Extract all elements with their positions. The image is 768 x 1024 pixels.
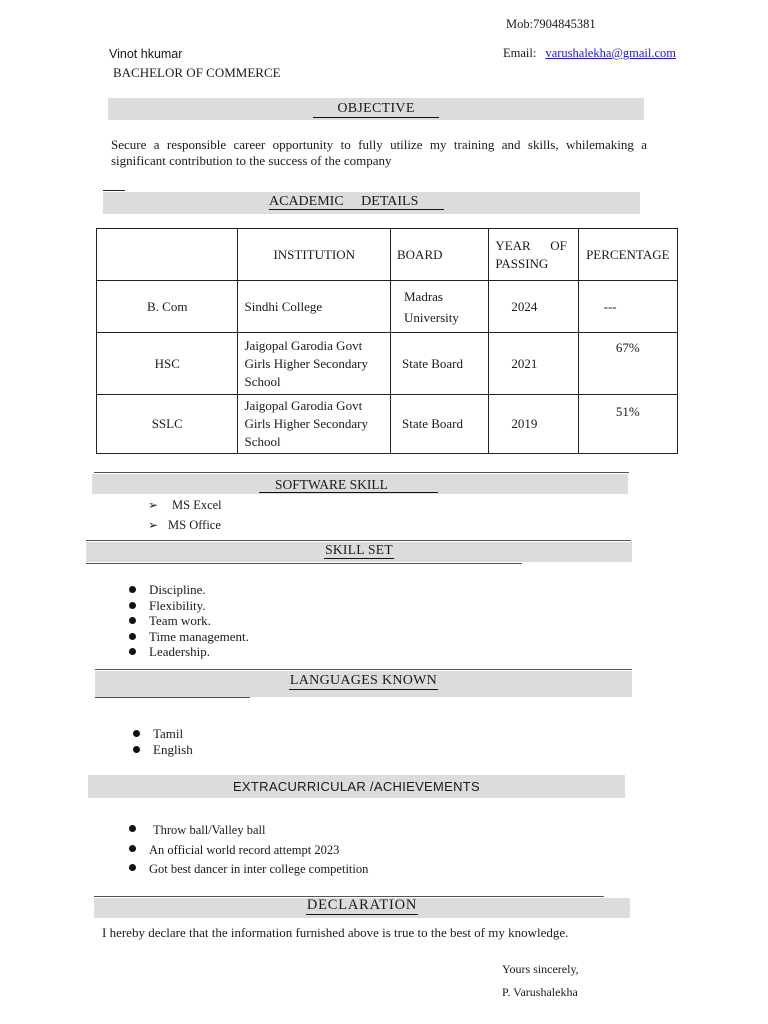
languages-heading: LANGUAGES KNOWN: [289, 673, 438, 688]
languages-list: [133, 726, 193, 757]
table-row: [97, 333, 678, 395]
divider: [95, 669, 632, 670]
table-cell: Jaigopal Garodia Govt Girls Higher Secondary School: [238, 395, 391, 454]
table-header: BOARD: [391, 229, 489, 281]
declaration-text: I hereby declare that the information furnished above is true to the best of my knowledge.: [102, 925, 569, 940]
table-cell: State Board: [391, 333, 489, 395]
list-item: Team work.: [129, 613, 249, 629]
academic-table: [96, 228, 678, 454]
list-item: ➢ MS Office: [148, 515, 222, 535]
skillset-list: [129, 582, 249, 660]
list-item: Leadership.: [129, 644, 249, 660]
list-item: ➢ MS Excel: [148, 495, 222, 515]
table-cell: HSC: [97, 333, 238, 395]
table-cell: 2021: [489, 333, 578, 395]
academic-heading: ACADEMIC DETAILS: [269, 194, 444, 210]
table-header: PERCENTAGE: [578, 229, 677, 281]
table-cell: Sindhi College: [238, 281, 391, 333]
degree-title: BACHELOR OF COMMERCE: [113, 65, 281, 80]
divider: [103, 190, 125, 191]
skillset-heading: SKILL SET: [325, 542, 393, 557]
table-header: [97, 229, 238, 281]
table-header: INSTITUTION: [238, 229, 391, 281]
table-cell: State Board: [391, 395, 489, 454]
table-cell: 2019: [489, 395, 578, 454]
objective-text: Secure a responsible career opportunity to fully utilize my training and skills, whilemaking a significant contribution to the success of the company: [111, 137, 647, 168]
divider: [95, 697, 250, 698]
table-row: [97, 281, 678, 333]
objective-heading: OBJECTIVE: [108, 101, 644, 117]
table-cell: Jaigopal Garodia Govt Girls Higher Secondary School: [238, 333, 391, 395]
divider: [86, 563, 522, 564]
table-header-row: [97, 229, 678, 281]
list-item: Time management.: [129, 629, 249, 645]
table-header: YEAR OF PASSING: [489, 229, 578, 281]
list-item: Got best dancer in inter college competition: [129, 860, 368, 880]
table-cell: 67%: [578, 333, 677, 395]
table-cell: 2024: [489, 281, 578, 333]
extracurricular-list: [129, 821, 368, 880]
list-item: English: [133, 742, 193, 758]
email-label: Email:: [503, 46, 537, 60]
table-cell: SSLC: [97, 395, 238, 454]
list-item: Discipline.: [129, 582, 249, 598]
list-item: Throw ball/Valley ball: [129, 821, 368, 841]
divider: [94, 472, 629, 473]
table-row: [97, 395, 678, 454]
list-item: Tamil: [133, 726, 193, 742]
table-cell: B. Com: [97, 281, 238, 333]
declaration-heading: DECLARATION: [306, 897, 418, 913]
mobile-number: Mob:7904845381: [506, 17, 596, 31]
divider: [86, 540, 631, 541]
email-row: [503, 46, 684, 61]
extra-heading: EXTRACURRICULAR /ACHIEVEMENTS: [232, 779, 481, 794]
signature-name: P. Varushalekha: [502, 985, 578, 999]
candidate-name: Vinot hkumar: [109, 47, 183, 61]
email-link[interactable]: varushalekha@gmail.com: [545, 46, 677, 60]
software-heading: SOFTWARE SKILL: [259, 477, 438, 493]
software-list: [148, 495, 222, 535]
table-cell: ---: [578, 281, 677, 333]
closing-text: Yours sincerely,: [502, 962, 579, 976]
table-cell: Madras University: [391, 281, 489, 333]
list-item: Flexibility.: [129, 598, 249, 614]
table-cell: 51%: [578, 395, 677, 454]
list-item: An official world record attempt 2023: [129, 841, 368, 861]
